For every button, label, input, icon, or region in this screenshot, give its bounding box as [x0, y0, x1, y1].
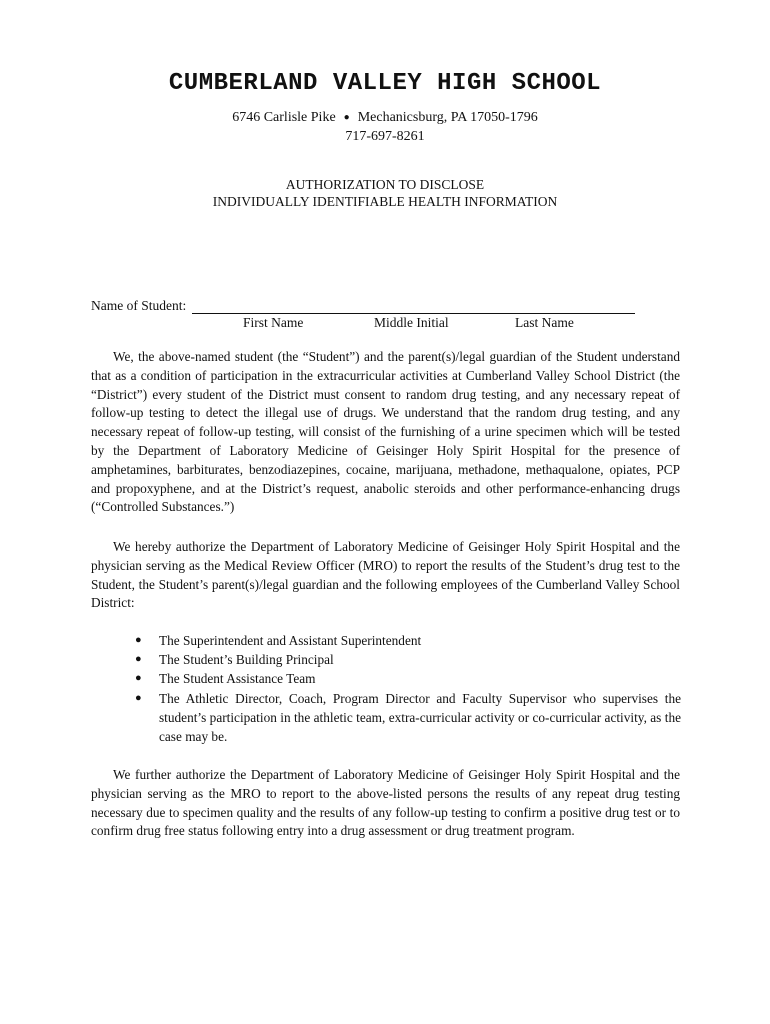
bullet-icon: ● [135, 691, 142, 704]
list-item-text: The Athletic Director, Coach, Program Director and Faculty Supervisor who supervises the student’s participation in the athletic team, extra-curricular activity or co-curricular activity, as the case may be. [159, 690, 681, 745]
bullet-icon: ● [135, 653, 142, 666]
list-item [135, 689, 681, 747]
list-item-text: The Student’s Building Principal [159, 652, 334, 668]
list-item-text: The Superintendent and Assistant Superintendent [159, 633, 422, 648]
further-authorization-paragraph: We further authorize the Department of Laboratory Medicine of Geisinger Holy Spirit Hospital and the physician serving as the MRO to report to the above-listed persons the results of any repeat drug testing necessary due to specimen quality and the results of any follow-up testing to confirm a positive drug test or to confirm drug free status following entry into a drug assessment or drug treatment program. [91, 767, 680, 839]
school-phone: 717-697-8261 [345, 129, 425, 144]
student-name-field[interactable] [192, 313, 635, 314]
address-city: Mechanicsburg, PA 17050-1796 [357, 110, 538, 125]
school-address [0, 110, 770, 126]
form-title-line-1: AUTHORIZATION TO DISCLOSE [285, 177, 485, 192]
bullet-icon: ● [135, 634, 142, 646]
address-street: 6746 Carlisle Pike [232, 110, 336, 125]
list-item-text: The Student Assistance Team [159, 671, 316, 687]
middle-initial-label: Middle Initial [374, 315, 449, 330]
first-name-label: First Name [243, 315, 304, 330]
school-name: CUMBERLAND VALLEY HIGH SCHOOL [168, 70, 602, 97]
recipient-list [135, 631, 681, 746]
list-item [135, 669, 681, 688]
list-item [135, 631, 681, 650]
authorization-paragraph: We hereby authorize the Department of Laboratory Medicine of Geisinger Holy Spirit Hospital and the physician serving as the Medical Review Officer (MRO) to report the results of the Student’s drug test to the Student, the Student’s parent(s)/legal guardian and the following employees of the Cumberland Valley School District: [91, 539, 680, 611]
consent-paragraph: We, the above-named student (the “Student”) and the parent(s)/legal guardian of the Student understand that as a condition of participation in the extracurricular activities at Cumberland Valley School District (the “District”) every student of the District must consent to random drug testing, and any necessary repeat of follow-up testing to detect the illegal use of drugs. We understand that the random drug testing, and any necessary repeat of follow-up testing, will consist of the furnishing of a urine specimen which will be tested by the Department of Laboratory Medicine of Geisinger Holy Spirit Hospital for the presence of amphetamines, barbiturates, benzodiazepines, cocaine, marijuana, methadone, methaqualone, opiates, PCP and propoxyphene, and at the District’s request, anabolic steroids and other performance-enhancing drugs (“Controlled Substances.”) [91, 349, 680, 515]
last-name-label: Last Name [515, 315, 574, 330]
student-name-row [91, 298, 651, 314]
bullet-icon: ● [135, 672, 142, 685]
list-item [135, 650, 681, 669]
form-title [0, 176, 770, 210]
address-separator-bullet-icon: ● [343, 112, 350, 123]
student-name-label: Name of Student: [91, 298, 187, 313]
form-title-line-2: INDIVIDUALLY IDENTIFIABLE HEALTH INFORMATION [212, 194, 558, 209]
